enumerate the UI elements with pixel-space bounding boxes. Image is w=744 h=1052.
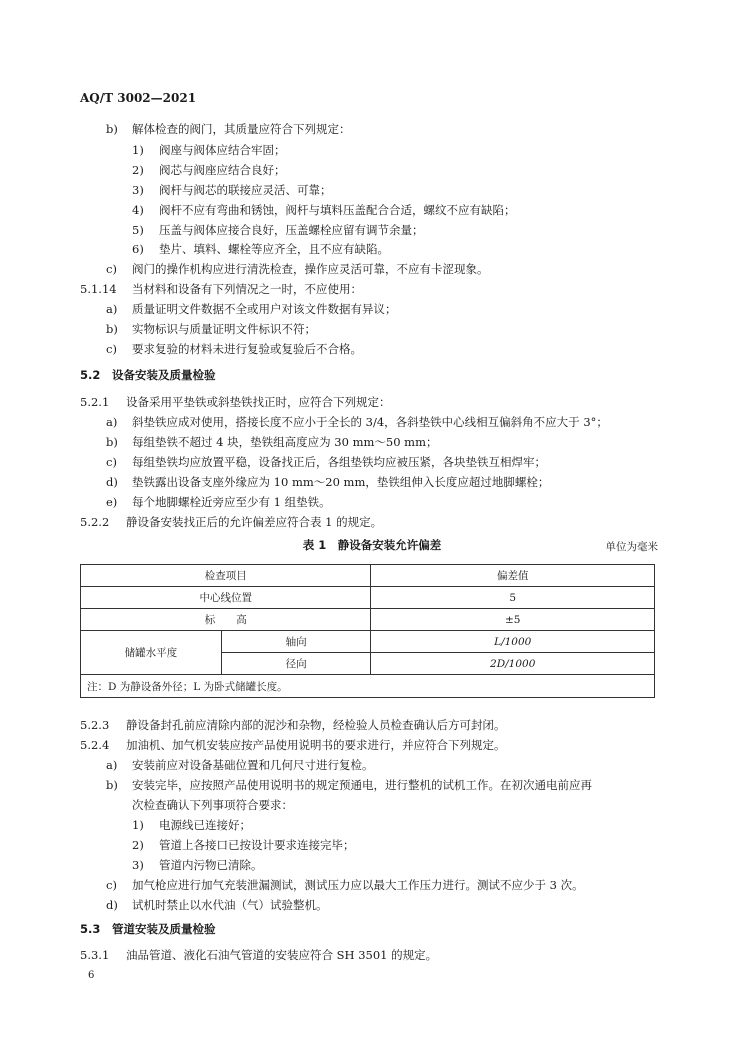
table-cell: 中心线位置 [81, 587, 371, 609]
table-header-cell: 偏差值 [371, 565, 655, 587]
list-item: b) 每组垫铁不超过 4 块，垫铁组高度应为 30 mm～50 mm； [106, 435, 438, 449]
list-item: c) 加气枪应进行加气充装泄漏测试，测试压力应以最大工作压力进行。测试不应少于 3 次。 [106, 878, 584, 892]
table-cell: 标 高 [81, 609, 371, 631]
list-item-continuation: 次检查确认下列事项符合要求： [132, 798, 293, 812]
table-row [81, 565, 655, 587]
list-item: 2) 管道上各接口已按设计要求连接完毕； [132, 838, 355, 852]
clause-5-2-2: 5.2.2 静设备安装找正后的允许偏差应符合表 1 的规定。 [80, 515, 383, 529]
clause-5-3-1: 5.3.1 油品管道、液化石油气管道的安装应符合 SH 3501 的规定。 [80, 948, 438, 962]
table-cell: 轴向 [221, 631, 371, 653]
list-item: 3) 阀杆与阀芯的联接应灵活、可靠； [132, 183, 332, 197]
table-row [81, 675, 655, 698]
table-cell: ±5 [371, 609, 655, 631]
list-item: c) 每组垫铁均应放置平稳，设备找正后，各组垫铁均应被压紧，各块垫铁互相焊牢； [106, 455, 546, 469]
list-item: b) 实物标识与质量证明文件标识不符； [106, 322, 316, 336]
table-row [81, 631, 655, 653]
table-cell: 2D/1000 [371, 653, 655, 675]
table-note: 注：D 为静设备外径；L 为卧式储罐长度。 [81, 675, 655, 698]
clause-5-2-4: 5.2.4 加油机、加气机安装应按产品使用说明书的要求进行，并应符合下列规定。 [80, 738, 506, 752]
list-item: 4) 阀杆不应有弯曲和锈蚀，阀杆与填料压盖配合合适，螺纹不应有缺陷； [132, 203, 516, 217]
list-item: 5) 压盖与阀体应接合良好，压盖螺栓应留有调节余量； [132, 223, 424, 237]
section-heading-5-2: 5.2 设备安装及质量检验 [80, 368, 216, 382]
list-item: a) 质量证明文件数据不全或用户对该文件数据有异议； [106, 302, 397, 316]
clause-5-2-1: 5.2.1 设备采用平垫铁或斜垫铁找正时，应符合下列规定： [80, 395, 391, 409]
list-item: 6) 垫片、填料、螺栓等应齐全，且不应有缺陷。 [132, 242, 389, 256]
clause-5-1-14: 5.1.14 当材料和设备有下列情况之一时，不应使用： [80, 282, 362, 296]
list-item: 1) 电源线已连接好； [132, 818, 251, 832]
list-item: 2) 阀芯与阀座应结合良好； [132, 163, 286, 177]
page-number: 6 [88, 970, 95, 981]
table-unit: 单位为毫米 [605, 541, 658, 553]
table-cell: 5 [371, 587, 655, 609]
standard-code-header: AQ/T 3002—2021 [80, 91, 197, 105]
list-item: a) 斜垫铁应成对使用，搭接长度不应小于全长的 3/4，各斜垫铁中心线相互偏斜角不应大于 3°； [106, 415, 608, 429]
list-item: 1) 阀座与阀体应结合牢固； [132, 143, 286, 157]
list-item: 3) 管道内污物已清除。 [132, 858, 263, 872]
table-row [81, 587, 655, 609]
table-header-cell: 检查项目 [81, 565, 371, 587]
list-item: e) 每个地脚螺栓近旁应至少有 1 组垫铁。 [106, 495, 331, 509]
table-cell: 储罐水平度 [81, 631, 222, 675]
table-cell: L/1000 [371, 631, 655, 653]
list-item: b) 解体检查的阀门，其质量应符合下列规定： [106, 122, 351, 136]
list-item: c) 阀门的操作机构应进行清洗检查，操作应灵活可靠，不应有卡涩现象。 [106, 262, 489, 276]
list-item: c) 要求复验的材料未进行复验或复验后不合格。 [106, 342, 362, 356]
list-item: b) 安装完毕，应按照产品使用说明书的规定预通电，进行整机的试机工作。在初次通电前应再 [106, 778, 592, 792]
section-heading-5-3: 5.3 管道安装及质量检验 [80, 922, 216, 936]
table-row [81, 609, 655, 631]
table-caption: 表 1 静设备安装允许偏差 [302, 538, 442, 552]
list-item: d) 试机时禁止以水代油（气）试验整机。 [106, 898, 328, 912]
table-cell: 径向 [221, 653, 371, 675]
deviation-table [80, 564, 655, 698]
list-item: d) 垫铁露出设备支座外缘应为 10 mm～20 mm，垫铁组伸入长度应超过地脚螺栓； [106, 475, 550, 489]
clause-5-2-3: 5.2.3 静设备封孔前应清除内部的泥沙和杂物，经检验人员检查确认后方可封闭。 [80, 718, 506, 732]
list-item: a) 安装前应对设备基础位置和几何尺寸进行复检。 [106, 758, 374, 772]
